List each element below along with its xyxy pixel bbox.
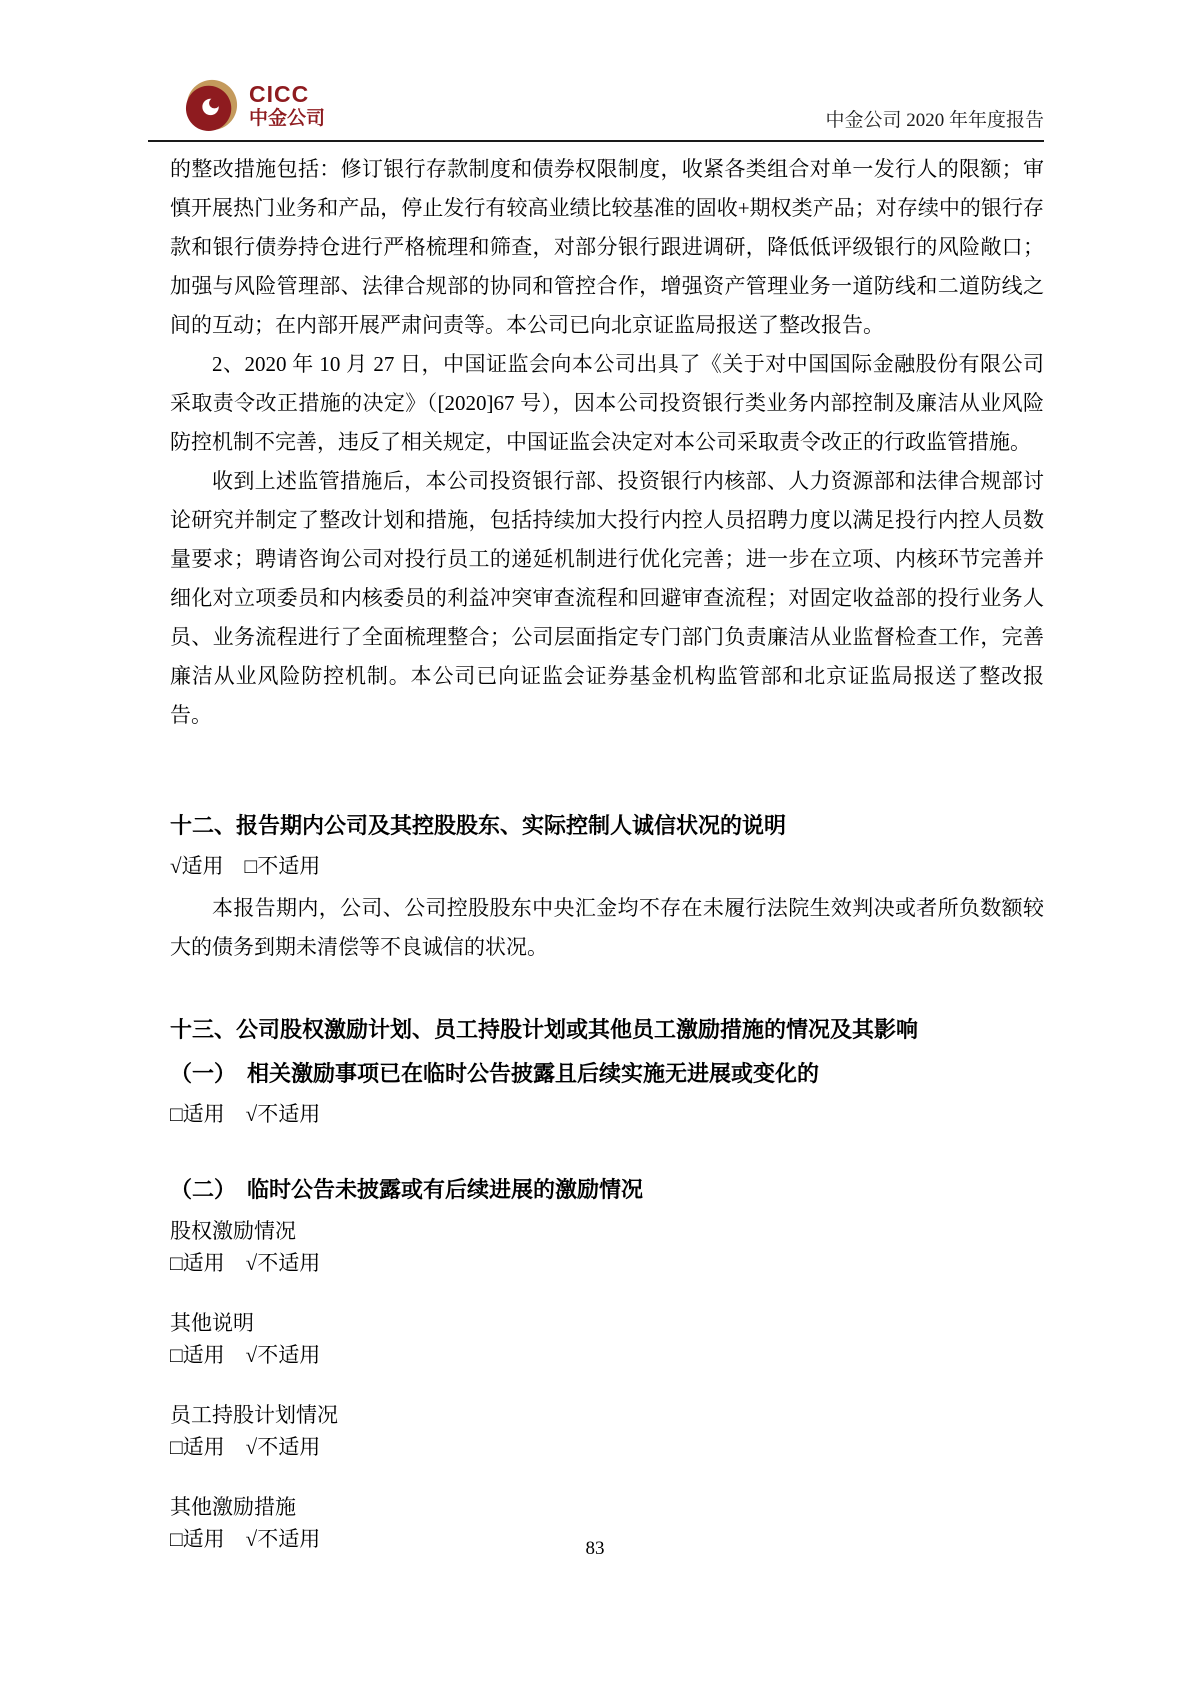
section-12-paragraph: 本报告期内，公司、公司控股股东中央汇金均不存在未履行法院生效判决或者所负数额较大的债务到期未清偿等不良诚信的状况。 <box>170 896 1044 959</box>
incentive-item-equity <box>170 1215 1044 1279</box>
brand-name-zh: 中金公司 <box>249 107 326 129</box>
section-13-sub1-applicability-row: □适用 √不适用 <box>170 1102 321 1126</box>
incentive-item-other-notes <box>170 1307 1044 1371</box>
section-12-applicability-row: √适用 □不适用 <box>170 854 321 878</box>
paragraph-rectification-measures: 的整改措施包括：修订银行存款制度和债券权限制度，收紧各类组合对单一发行人的限额；审慎开展热门业务和产品，停止发行有较高业绩比较基准的固收+期权类产品；对存续中的银行存款和银行债券持仓进行严格梳理和筛查，对部分银行跟进调研，降低低评级银行的风险敞口；加强与风险管理部、法律合规部的协同和管控合作，增强资产管理业务一道防线和二道防线之间的互动；在内部开展严肃问责等。本公司已向北京证监局报送了整改报告。 <box>170 157 1044 337</box>
cicc-logo <box>185 78 325 132</box>
incentive-item-applicability-row: □适用 √不适用 <box>170 1527 321 1551</box>
report-title: 中金公司 2020 年年度报告 <box>825 110 1044 131</box>
page-number: 83 <box>585 1538 605 1559</box>
section-13-heading: 十三、公司股权激励计划、员工持股计划或其他员工激励措施的情况及其影响 <box>170 1017 919 1042</box>
brand-text <box>249 80 326 129</box>
incentive-item-esop <box>170 1399 1044 1463</box>
section-13-sub2-heading: （二） 临时公告未披露或有后续进展的激励情况 <box>170 1177 644 1202</box>
incentive-item-label: 股权激励情况 <box>170 1219 296 1243</box>
paragraph-remediation-plan: 收到上述监管措施后，本公司投资银行部、投资银行内核部、人力资源部和法律合规部讨论研究并制定了整改计划和措施，包括持续加大投行内控人员招聘力度以满足投行内控人员数量要求；聘请咨询公司对投行员工的递延机制进行优化完善；进一步在立项、内核环节完善并细化对立项委员和内核委员的利益冲突审查流程和回避审查流程；对固定收益部的投行业务人员、业务流程进行了全面梳理整合；公司层面指定专门部门负责廉洁从业监督检查工作，完善廉洁从业风险防控机制。本公司已向证监会证券基金机构监管部和北京证监局报送了整改报告。 <box>170 469 1044 727</box>
section-13-sub1-heading: （一） 相关激励事项已在临时公告披露且后续实施无进展或变化的 <box>170 1061 820 1086</box>
incentive-item-label: 其他激励措施 <box>170 1495 296 1519</box>
incentive-item-label: 其他说明 <box>170 1311 254 1335</box>
incentive-item-applicability-row: □适用 √不适用 <box>170 1435 321 1459</box>
section-12-heading: 十二、报告期内公司及其控股股东、实际控制人诚信状况的说明 <box>170 813 787 838</box>
cicc-logo-icon <box>185 78 239 132</box>
brand-name-en: CICC <box>249 80 310 107</box>
incentive-item-label: 员工持股计划情况 <box>170 1403 338 1427</box>
page-body <box>0 142 1190 1555</box>
paragraph-csrc-decision: 2、2020 年 10 月 27 日，中国证监会向本公司出具了《关于对中国国际金融股份有限公司采取责令改正措施的决定》（[2020]67 号），因本公司投资银行类业务内部控制及廉洁从业风险防控机制不完善，违反了相关规定，中国证监会决定对本公司采取责令改正的行政监管措施。 <box>170 352 1044 454</box>
incentive-item-applicability-row: □适用 √不适用 <box>170 1343 321 1367</box>
incentive-item-applicability-row: □适用 √不适用 <box>170 1251 321 1275</box>
page-header <box>0 0 1190 140</box>
